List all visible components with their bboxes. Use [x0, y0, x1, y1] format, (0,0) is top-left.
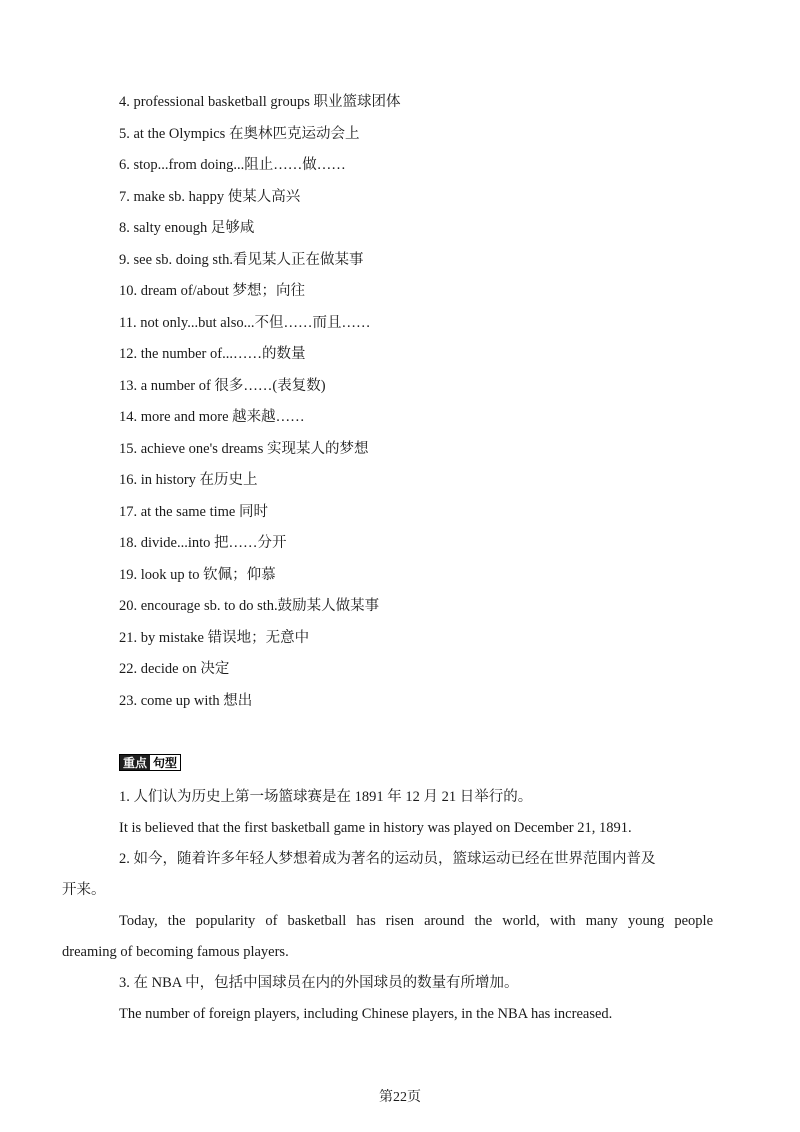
sentence-chinese: 3. 在 NBA 中，包括中国球员在内的外国球员的数量有所增加。 — [119, 975, 519, 991]
phrase-item: 6. stop...from doing...阻止……做…… — [119, 157, 346, 173]
phrase-item: 23. come up with 想出 — [119, 692, 253, 709]
sentence-chinese: 1. 人们认为历史上第一场篮球赛是在 1891 年 12 月 21 日举行的。 — [119, 789, 533, 805]
phrase-list — [119, 88, 739, 718]
phrase-item: 4. professional basketball groups 职业篮球团体 — [119, 94, 401, 110]
sentence-english: It is believed that the first basketball game in history was played on December 21, 1891. — [119, 820, 632, 836]
phrase-item: 19. look up to 钦佩；仰慕 — [119, 566, 276, 583]
badge-label-sentence: 句型 — [150, 755, 180, 770]
phrase-item: 15. achieve one's dreams 实现某人的梦想 — [119, 440, 369, 457]
sentence-english: Today, the popularity of basketball has risen around the world, with many young people — [119, 913, 713, 929]
phrase-item: 16. in history 在历史上 — [119, 472, 258, 488]
badge-label-key: 重点 — [120, 755, 150, 770]
phrase-item: 13. a number of 很多……(表复数) — [119, 377, 326, 394]
sentence-chinese-continued: 开来。 — [62, 882, 106, 898]
key-sentences — [62, 782, 713, 1030]
phrase-item: 21. by mistake 错误地；无意中 — [119, 629, 310, 646]
phrase-item: 22. decide on 决定 — [119, 661, 230, 677]
section-heading-badge — [119, 754, 181, 771]
sentence-english-continued: dreaming of becoming famous players. — [62, 944, 289, 960]
phrase-item: 12. the number of...……的数量 — [119, 346, 306, 362]
phrase-item: 10. dream of/about 梦想；向往 — [119, 283, 306, 299]
sentence-chinese: 2. 如今，随着许多年轻人梦想着成为著名的运动员，篮球运动已经在世界范围内普及 — [119, 851, 656, 867]
phrase-item: 18. divide...into 把……分开 — [119, 535, 287, 551]
phrase-item: 5. at the Olympics 在奥林匹克运动会上 — [119, 125, 360, 142]
sentence-english: The number of foreign players, including Chinese players, in the NBA has increased. — [119, 1006, 613, 1022]
phrase-item: 11. not only...but also...不但……而且…… — [119, 314, 371, 331]
phrase-item: 7. make sb. happy 使某人高兴 — [119, 188, 301, 205]
phrase-item: 17. at the same time 同时 — [119, 503, 268, 520]
phrase-item: 9. see sb. doing sth.看见某人正在做某事 — [119, 251, 364, 268]
phrase-item: 8. salty enough 足够咸 — [119, 220, 255, 236]
page-number: 第22页 — [379, 1090, 421, 1105]
phrase-item: 20. encourage sb. to do sth.鼓励某人做某事 — [119, 598, 380, 614]
phrase-item: 14. more and more 越来越…… — [119, 409, 305, 425]
